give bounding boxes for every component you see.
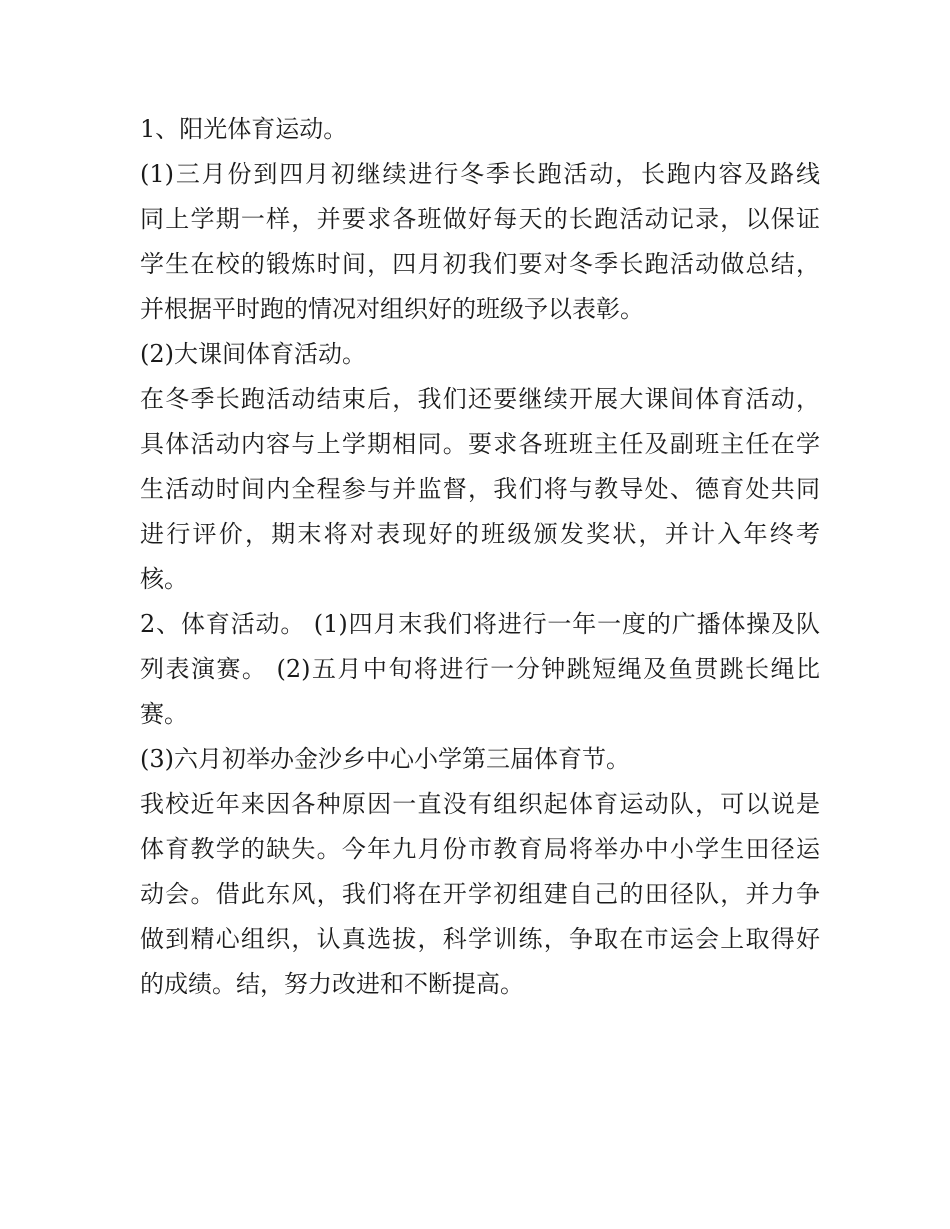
text-line: 学生在校的锻炼时间，四月初我们要对冬季长跑活动做总结， (140, 250, 820, 278)
text-line: 动会。借此东风，我们将在开学初组建自己的田径队，并力争 (140, 880, 820, 908)
text-line: 进行评价，期末将对表现好的班级颁发奖状，并计入年终考 (140, 520, 820, 548)
text-line: 我校近年来因各种原因一直没有组织起体育运动队，可以说是 (140, 790, 820, 818)
text-line: 体育教学的缺失。今年九月份市教育局将举办中小学生田径运 (140, 835, 820, 863)
text-line: 具体活动内容与上学期相同。要求各班班主任及副班主任在学 (140, 430, 820, 458)
text-line: 2、体育活动。 (1)四月末我们将进行一年一度的广播体操及队 (140, 610, 820, 638)
text-line: (1)三月份到四月初继续进行冬季长跑活动，长跑内容及路线 (140, 160, 820, 188)
text-line: (3)六月初举办金沙乡中心小学第三届体育节。 (140, 745, 630, 773)
text-line: (2)大课间体育活动。 (140, 340, 366, 368)
text-line: 并根据平时跑的情况对组织好的班级予以表彰。 (140, 295, 644, 323)
text-line: 的成绩。结，努力改进和不断提高。 (140, 970, 524, 998)
document-body (140, 107, 820, 1007)
text-line: 核。 (140, 565, 188, 593)
text-line: 生活动时间内全程参与并监督，我们将与教导处、德育处共同 (140, 475, 820, 503)
text-line: 列表演赛。 (2)五月中旬将进行一分钟跳短绳及鱼贯跳长绳比 (140, 655, 820, 683)
text-line: 赛。 (140, 700, 188, 728)
text-line: 同上学期一样，并要求各班做好每天的长跑活动记录，以保证 (140, 205, 820, 233)
text-line: 1、阳光体育运动。 (140, 115, 348, 143)
text-line: 做到精心组织，认真选拔，科学训练，争取在市运会上取得好 (140, 925, 820, 953)
text-line: 在冬季长跑活动结束后，我们还要继续开展大课间体育活动， (140, 385, 820, 413)
